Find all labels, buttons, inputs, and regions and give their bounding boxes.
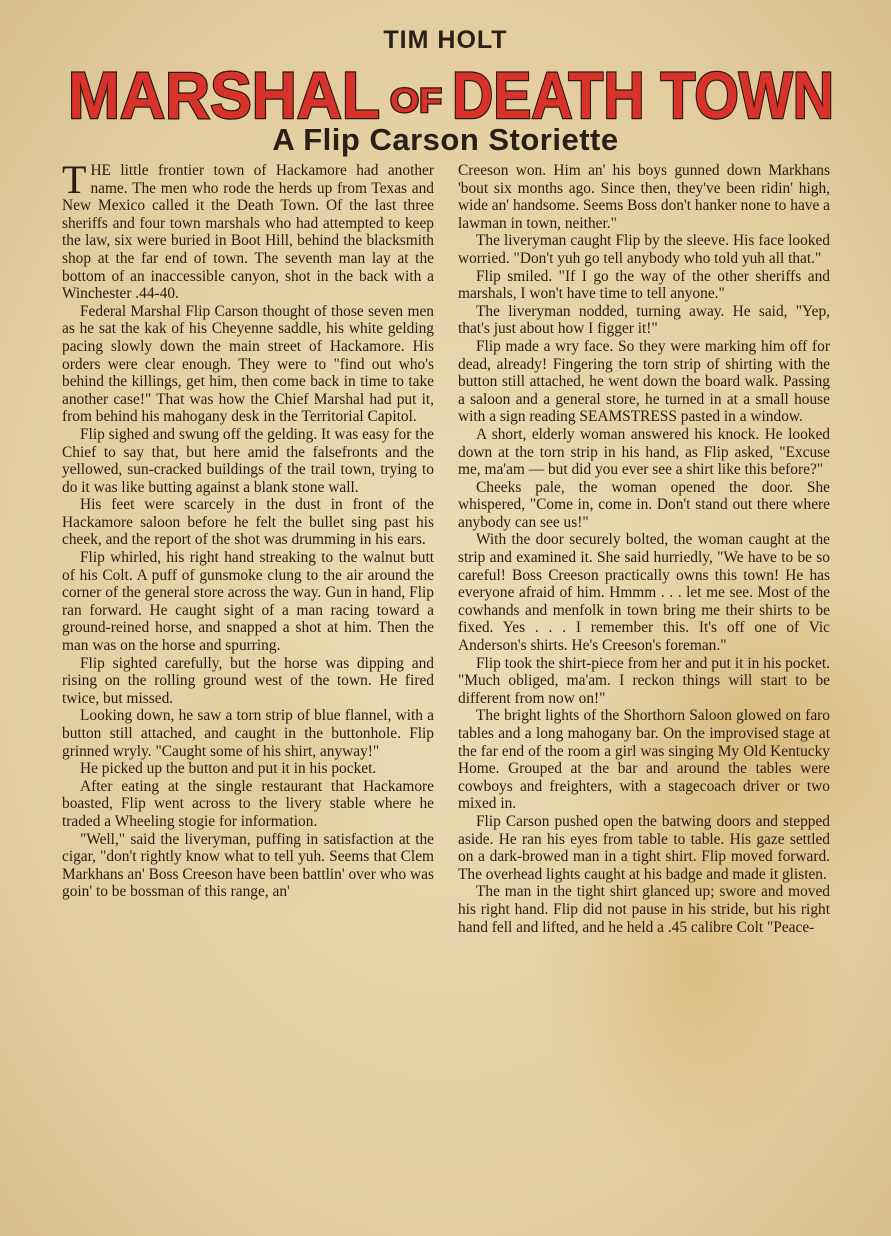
paragraph: Cheeks pale, the woman opened the door. She whispered, "Come in, come in. Don't stand out there where anybody can see us!" [458,478,830,531]
paragraph: After eating at the single restaurant that Hackamore boasted, Flip went across to the livery stable where he traded a Wheeling stogie for information. [62,777,434,830]
paragraph: The bright lights of the Shorthorn Saloon glowed on faro tables and a long mahogany bar. On the improvised stage at the far end of the room a girl was singing My Old Kentucky Home. Grouped at the bar and around the tables were cowboys and freighters, with a stagecoach driver or two mixed in. [458,707,830,813]
paragraph: Flip sighted carefully, but the horse was dipping and rising on the rolling ground west of the town. He fired twice, but missed. [62,654,434,707]
byline: TIM HOLT [383,26,508,54]
paragraph: Federal Marshal Flip Carson thought of those seven men as he sat the kak of his Cheyenne saddle, his white gelding pacing slowly down the main street of Hackamore. His orders were clear enough. They were to "find out who's behind the killings, get him, then come back in time to take another case!" That was how the Chief Marshal had put it, from behind his mahogany desk in the Territorial Capitol. [62,302,434,426]
paragraph: The man in the tight shirt glanced up; swore and moved his right hand. Flip did not pause in his stride, but his right hand fell and lifted, and he held a .45 calibre Colt "Peace- [458,883,830,936]
story-column-right [458,162,830,936]
paragraph: Flip made a wry face. So they were marking him off for dead, already! Fingering the torn strip of shirting with the button still attached, he went down the board walk. Passing a saloon and a general store, he turned in at a small house with a sign reading SEAMSTRESS pasted in a window. [458,337,830,426]
paragraph: Flip took the shirt-piece from her and put it in his pocket. "Much obliged, ma'am. I reckon things will start to be different from now on!" [458,654,830,707]
subtitle: A Flip Carson Storiette [272,122,619,157]
paragraph: Flip Carson pushed open the batwing doors and stepped aside. He ran his eyes from table to table. His gaze settled on a dark-browed man in a tight shirt. Flip moved forward. The overhead lights caught at his badge and made it glisten. [458,812,830,883]
paragraph: Flip sighed and swung off the gelding. It was easy for the Chief to say that, but here amid the falsefronts and the yellowed, sun-cracked buildings of the trail town, trying to do it was like butting against a blank stone wall. [62,425,434,496]
paragraph: Looking down, he saw a torn strip of blue flannel, with a button still attached, and caught in the buttonhole. Flip grinned wryly. "Caught some of his shirt, anyway!" [62,707,434,760]
paragraph: "Well," said the liveryman, puffing in satisfaction at the cigar, "don't rightly know what to tell yuh. Seems that Clem Markhans an' Boss Creeson have been battlin' over who was goin' to be bossman of this range, an' [62,830,434,901]
paragraph: His feet were scarcely in the dust in front of the Hackamore saloon before he felt the bullet sing past his cheek, and the report of the shot was drumming in his ears. [62,496,434,549]
paragraph: The liveryman nodded, turning away. He said, "Yep, that's just about how I figger it!" [458,302,830,338]
paragraph: He picked up the button and put it in his pocket. [80,760,377,778]
title-word-death-town: DEATH TOWN [452,58,834,132]
paragraph: Creeson won. Him an' his boys gunned down Markhans 'bout six months ago. Since then, they've been ridin' high, wide an' handsome. Seems Boss don't hanker none to have a lawman in town, neither." [458,162,830,232]
paragraph: A short, elderly woman answered his knock. He looked down at the torn strip in his hand, as Flip asked, "Excuse me, ma'am — but did you ever see a shirt like this before?" [458,425,830,479]
story-column-left [62,157,434,901]
page-title [60,58,840,132]
title-word-marshal: MARSHAL [68,58,380,132]
paragraph: Flip whirled, his right hand streaking to the walnut butt of his Colt. A puff of gunsmoke clung to the air around the corner of the general store across the way. Gun in hand, Flip ran forward. He caught sight of a man racing toward a ground-reined horse, and snapped a shot at him. Then the man was on the horse and spurring. [62,549,434,655]
paragraph: With the door securely bolted, the woman caught at the strip and examined it. She said hurriedly, "We have to be so careful! Boss Creeson practically owns this town! He has everyone afraid of him. Hmmm . . . let me see. Most of the cowhands and menfolk in town bring me their shirts to be fixed. Yes . . . I remember this. It's off one of Vic Anderson's shirts. He's Creeson's foreman." [458,531,830,655]
drop-cap: T [62,157,87,202]
title-word-of: OF [390,82,442,120]
paragraph [62,157,434,303]
paragraph: Flip smiled. "If I go the way of the other sheriffs and marshals, I won't have time to tell anyone." [458,267,830,303]
paragraph: The liveryman caught Flip by the sleeve. His face looked worried. "Don't yuh go tell anybody who told yuh all that." [458,232,830,267]
paragraph-text: HE little frontier town of Hackamore had another name. The men who rode the herds up from Texas and New Mexico called it the Death Town. Of the last three sheriffs and four town marshals who had attempted to keep the law, six were buried in Boot Hill, behind the blacksmith shop at the far end of town. The seventh man lay at the bottom of an inaccessible canyon, shot in the back with a Winchester .44-40. [62,162,434,303]
